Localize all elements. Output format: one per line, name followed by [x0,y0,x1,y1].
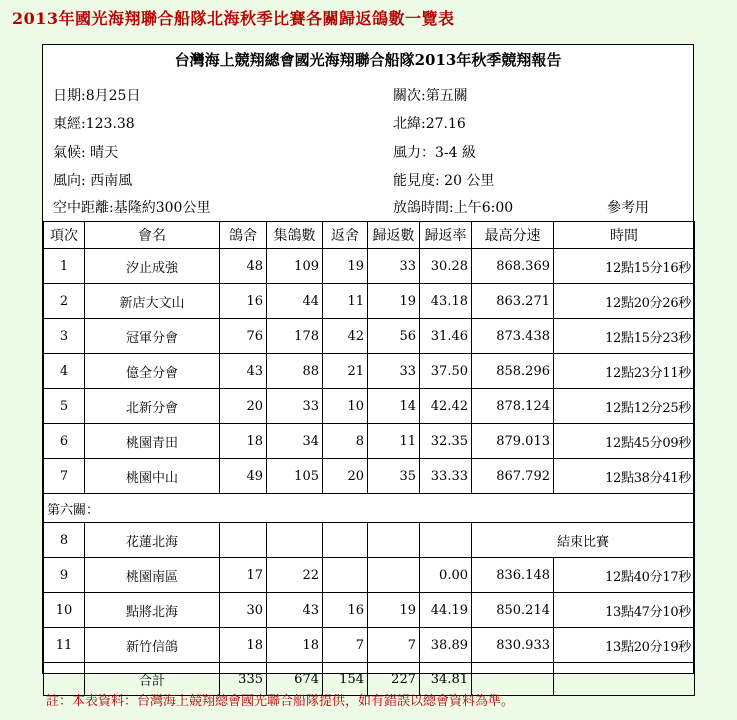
cell-time: 12點23分11秒 [554,354,695,389]
header-time: 時間 [554,222,695,249]
cell-lofts: 18 [220,424,267,459]
cell-lofts: 20 [220,389,267,424]
cell-pigeons: 88 [267,354,323,389]
cell-returned-lofts: 8 [323,424,368,459]
cell-club: 桃園中山 [85,459,220,494]
table-row [44,593,695,628]
cell-returned: 33 [368,354,420,389]
meta-date: 日期:8月25日 [53,88,141,104]
cell-returned: 19 [368,284,420,319]
cell-no: 1 [44,249,85,284]
cell-returned: 33 [368,249,420,284]
meta-latitude: 北緯:27.16 [393,116,466,132]
table-row [44,284,695,319]
cell-club: 冠軍分會 [85,319,220,354]
cell-rate: 30.28 [420,249,472,284]
page-heading: 2013年國光海翔聯合船隊北海秋季比賽各關歸返鴿數一覽表 [12,9,455,28]
cell-lofts [220,523,267,558]
cell-club: 新店大文山 [85,284,220,319]
cell-no: 6 [44,424,85,459]
meta-weather: 氣候: 晴天 [53,145,119,161]
cell-rate: 0.00 [420,558,472,593]
cell-time: 12點45分09秒 [554,424,695,459]
cell-returned-lofts: 16 [323,593,368,628]
cell-club: 桃園青田 [85,424,220,459]
cell-club: 新竹信鴿 [85,628,220,663]
cell-returned-lofts [323,558,368,593]
cell-no: 9 [44,558,85,593]
cell-rate: 43.18 [420,284,472,319]
results-table [43,221,695,696]
total-returned-lofts: 154 [323,663,368,696]
total-rate: 34.81 [420,663,472,696]
header-lofts: 鴿舍 [220,222,267,249]
cell-speed: 830.933 [472,628,554,663]
cell-pigeons: 44 [267,284,323,319]
cell-speed: 879.013 [472,424,554,459]
cell-rate: 32.35 [420,424,472,459]
cell-pigeons: 109 [267,249,323,284]
cell-pigeons: 22 [267,558,323,593]
cell-time: 13點20分19秒 [554,628,695,663]
cell-rate: 33.33 [420,459,472,494]
cell-club: 桃園南區 [85,558,220,593]
cell-time: 12點12分25秒 [554,389,695,424]
cell-club: 花蓮北海 [85,523,220,558]
meta-wind-force: 風力：3-4 級 [393,145,476,161]
header-returned: 歸返數 [368,222,420,249]
cell-lofts: 30 [220,593,267,628]
cell-rate: 38.89 [420,628,472,663]
cell-club: 點將北海 [85,593,220,628]
cell-rate: 44.19 [420,593,472,628]
cell-lofts: 16 [220,284,267,319]
total-time [554,663,695,696]
cell-speed: 873.438 [472,319,554,354]
cell-returned-lofts: 7 [323,628,368,663]
section-label: 第六關： [44,494,695,523]
cell-speed: 863.271 [472,284,554,319]
cell-returned-lofts: 42 [323,319,368,354]
meta-visibility: 能見度: 20 公里 [393,173,495,189]
table-row [44,249,695,284]
cell-time: 12點38分41秒 [554,459,695,494]
header-speed: 最高分速 [472,222,554,249]
meta-air-distance: 空中距離:基隆約300公里 [53,200,211,216]
cell-lofts: 49 [220,459,267,494]
cell-pigeons: 33 [267,389,323,424]
cell-returned [368,523,420,558]
total-label: 合計 [85,663,220,696]
cell-returned: 35 [368,459,420,494]
cell-speed: 858.296 [472,354,554,389]
table-row [44,319,695,354]
cell-time: 12點40分17秒 [554,558,695,593]
header-returned-lofts: 返舍 [323,222,368,249]
cell-returned-lofts: 20 [323,459,368,494]
header-rate: 歸返率 [420,222,472,249]
cell-returned: 19 [368,593,420,628]
cell-returned-lofts: 19 [323,249,368,284]
cell-returned: 56 [368,319,420,354]
cell-lofts: 48 [220,249,267,284]
cell-no: 8 [44,523,85,558]
header-club: 會名 [85,222,220,249]
table-row [44,354,695,389]
cell-club: 汐止成強 [85,249,220,284]
cell-speed: 836.148 [472,558,554,593]
cell-speed: 868.369 [472,249,554,284]
cell-lofts: 76 [220,319,267,354]
cell-no: 10 [44,593,85,628]
cell-time: 12點15分16秒 [554,249,695,284]
cell-returned: 11 [368,424,420,459]
cell-no: 7 [44,459,85,494]
table-row [44,523,695,558]
total-pigeons: 674 [267,663,323,696]
cell-no: 5 [44,389,85,424]
cell-pigeons [267,523,323,558]
cell-pigeons: 18 [267,628,323,663]
cell-returned: 7 [368,628,420,663]
section-row [44,494,695,523]
table-row [44,558,695,593]
table-row [44,628,695,663]
reference-note: 參考用 [607,200,649,216]
meta-wind-direction: 風向: 西南風 [53,173,133,189]
cell-club: 北新分會 [85,389,220,424]
total-lofts: 335 [220,663,267,696]
cell-time: 12點15分23秒 [554,319,695,354]
table-header-row [44,222,695,249]
meta-stage: 關次:第五關 [393,88,468,104]
cell-lofts: 43 [220,354,267,389]
cell-lofts: 17 [220,558,267,593]
cell-no: 2 [44,284,85,319]
cell-rate [420,523,472,558]
cell-returned-lofts [323,523,368,558]
cell-speed: 867.792 [472,459,554,494]
cell-returned: 14 [368,389,420,424]
cell-pigeons: 43 [267,593,323,628]
cell-merged-note: 結束比賽 [472,523,695,558]
cell-no: 3 [44,319,85,354]
cell-club: 億全分會 [85,354,220,389]
meta-longitude: 東經:123.38 [53,116,135,132]
cell-lofts: 18 [220,628,267,663]
total-returned: 227 [368,663,420,696]
cell-pigeons: 34 [267,424,323,459]
table-row [44,424,695,459]
cell-rate: 31.46 [420,319,472,354]
report-title: 台灣海上競翔總會國光海翔聯合船隊2013年秋季競翔報告 [174,51,562,69]
header-no: 項次 [44,222,85,249]
cell-rate: 37.50 [420,354,472,389]
report-sheet [42,44,694,689]
cell-returned-lofts: 21 [323,354,368,389]
cell-pigeons: 178 [267,319,323,354]
table-row [44,459,695,494]
cell-time: 12點20分26秒 [554,284,695,319]
cell-speed: 878.124 [472,389,554,424]
cell-time: 13點47分10秒 [554,593,695,628]
cell-returned-lofts: 11 [323,284,368,319]
cell-no: 4 [44,354,85,389]
cell-speed: 850.214 [472,593,554,628]
meta-release-time: 放鴿時間:上午6:00 [393,200,514,216]
cell-no: 11 [44,628,85,663]
header-pigeons: 集鴿數 [267,222,323,249]
table-row [44,389,695,424]
footnote: 註：本表資料：台灣海上競翔總會國光聯合船隊提供，如有錯誤以總會資料為準。 [46,694,515,709]
cell-returned-lofts: 10 [323,389,368,424]
cell-returned [368,558,420,593]
cell-pigeons: 105 [267,459,323,494]
cell-rate: 42.42 [420,389,472,424]
